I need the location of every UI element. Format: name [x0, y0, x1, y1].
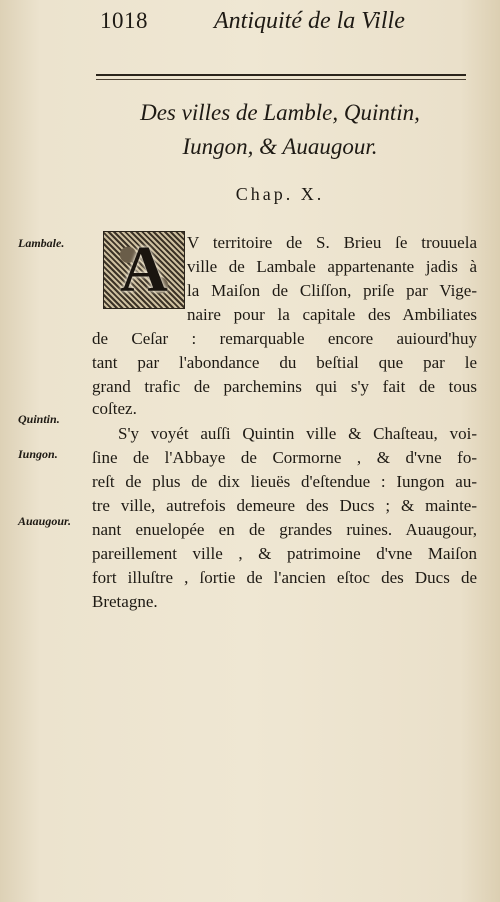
- header-rule: [96, 74, 466, 76]
- margin-note-quintin: Quintin.: [18, 412, 60, 426]
- text-line: nant enuelopée en de grandes ruines. Auaugour,: [92, 520, 477, 539]
- margin-note-iungon: Iungon.: [18, 447, 58, 461]
- initial-letter: A: [120, 233, 168, 306]
- decorated-initial: [103, 231, 185, 309]
- page-header: [0, 4, 500, 38]
- text-line: coſtez.: [92, 399, 137, 418]
- header-rule-thin: [96, 79, 466, 80]
- text-line: pareillement ville , & patrimoine d'vne Maiſon: [92, 544, 477, 563]
- chapter-title-line: Des villes de Lamble, Quintin,: [140, 100, 420, 125]
- page-number: 1018: [100, 8, 148, 33]
- text-line: V territoire de S. Brieu ſe trouuela: [187, 233, 477, 252]
- margin-note-lambale: Lambale.: [18, 236, 65, 250]
- text-line: grand trafic de parchemins qui s'y fait de tous: [92, 377, 477, 396]
- chapter-title-line: Iungon, & Auaugour.: [182, 134, 378, 159]
- text-line: ſine de l'Abbaye de Cormorne , & d'vne fo-: [92, 448, 477, 467]
- chapter-number: Chap. X.: [235, 184, 325, 204]
- text-line: de Ceſar : remarquable encore auiourd'huy: [92, 329, 477, 348]
- text-line: reſt de plus de dix lieuës d'eſtendue : Iungon au-: [92, 472, 477, 491]
- text-line: ville de Lambale appartenante jadis à: [187, 257, 477, 276]
- text-line: la Maiſon de Cliſſon, priſe par Vige-: [187, 281, 477, 300]
- running-head: Antiquité de la Ville: [214, 8, 405, 34]
- text-line: naire pour la capitale des Ambiliates: [187, 305, 477, 324]
- text-line: tre ville, autrefois demeure des Ducs ; & mainte-: [92, 496, 477, 515]
- text-line: tant par l'abondance du beſtial que par le: [92, 353, 477, 372]
- text-line: Bretagne.: [92, 592, 158, 611]
- chapter-title: [90, 96, 470, 164]
- text-line: S'y voyét auſſi Quintin ville & Chaſteau, voi-: [118, 424, 477, 443]
- text-line: fort illuſtre , ſortie de l'ancien eſtoc des Ducs de: [92, 568, 477, 587]
- margin-note-auaugour: Auaugour.: [18, 514, 72, 528]
